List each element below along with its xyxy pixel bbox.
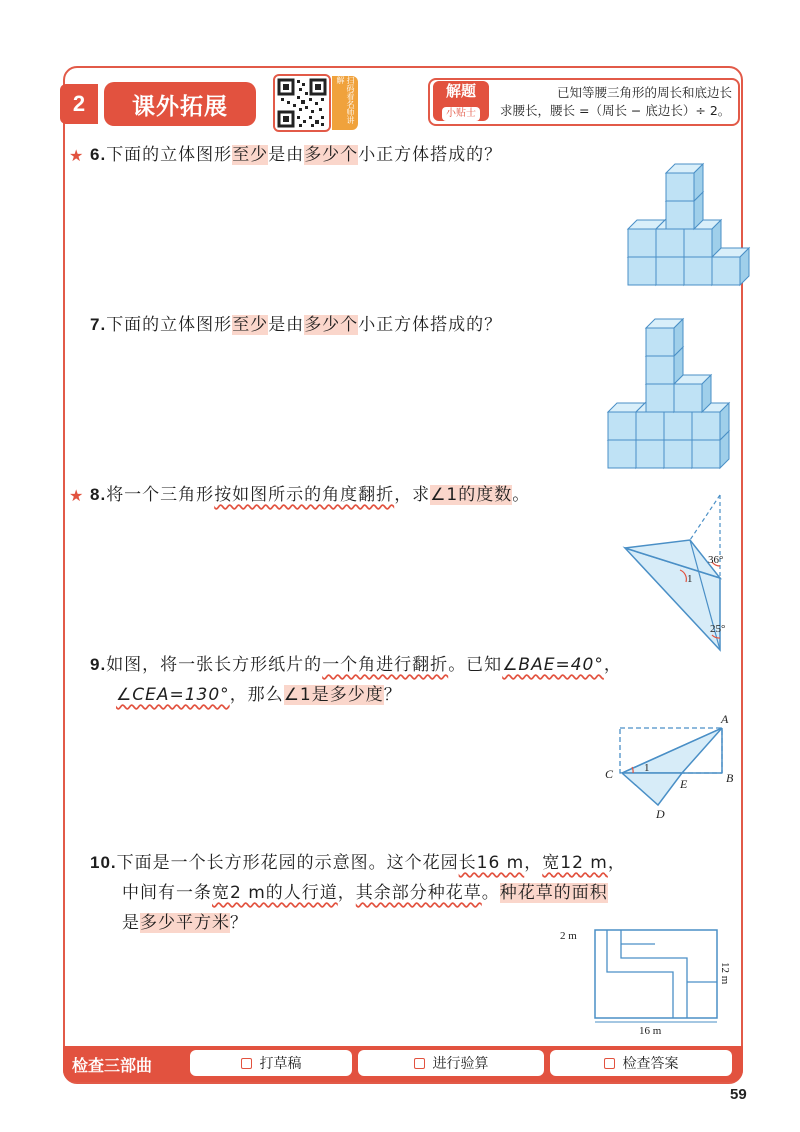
question-10-line-3 — [122, 908, 248, 938]
point-label: D — [656, 807, 665, 821]
question-number: 8. — [90, 485, 107, 504]
question-text: ， — [607, 853, 626, 873]
angle-label: 25° — [710, 623, 726, 635]
question-text: 是 — [122, 913, 140, 933]
highlight: 种花草的面积 — [499, 883, 608, 903]
question-10-line-2 — [122, 878, 608, 908]
question-text: 中间有一条 — [122, 883, 212, 903]
question-text: ？ — [230, 913, 248, 933]
question-number: 7. — [90, 315, 107, 334]
question-text: 。 — [512, 485, 531, 505]
highlight: 多少平方米 — [140, 913, 230, 933]
wavy-emphasis: 其余部分种花草 — [355, 883, 482, 903]
check-steps-title: 检查三部曲 — [72, 1055, 153, 1075]
dimension-label: 16 m — [639, 1025, 662, 1037]
check-step-label: 检查答案 — [622, 1056, 679, 1072]
question-9-line-2 — [116, 680, 402, 710]
question-number: 10. — [90, 853, 117, 872]
qr-code-icon — [275, 76, 329, 130]
cube-figure-7 — [600, 318, 740, 478]
question-9-line-1 — [90, 650, 622, 680]
cube — [712, 248, 749, 285]
star-icon: ★ — [69, 146, 84, 165]
dimension-label: 12 m — [719, 962, 731, 985]
question-text: 。已知 — [448, 655, 503, 675]
page-number: 59 — [730, 1086, 747, 1103]
question-number: 9. — [90, 655, 107, 674]
point-label: A — [721, 712, 729, 726]
angle-label: 1 — [644, 762, 650, 774]
fold-triangle-figure — [620, 490, 740, 655]
question-text: 小正方体搭成的？ — [358, 315, 503, 335]
checkbox-icon — [241, 1058, 252, 1069]
question-10-line-1 — [90, 848, 626, 878]
question-text: ， — [603, 655, 622, 675]
cube-figure-6 — [620, 175, 740, 293]
question-text: 小正方体搭成的？ — [358, 145, 503, 165]
cube — [646, 319, 683, 356]
question-text: ？ — [383, 685, 402, 705]
dimension-label: 2 m — [560, 930, 577, 942]
tips-label-sub: 小贴士 — [442, 107, 480, 121]
qr-caption: 扫码看名师讲解 — [332, 76, 358, 130]
rectangle-fold-figure — [600, 710, 740, 820]
highlight: 多少个 — [304, 315, 359, 335]
highlight: 至少 — [232, 145, 269, 165]
highlight: ∠1的度数 — [430, 485, 513, 505]
question-6 — [90, 140, 502, 170]
question-text: 。 — [481, 883, 500, 903]
question-8 — [90, 480, 530, 510]
tips-line-2: 求腰长，腰长 =（周长 − 底边长）÷ 2。 — [500, 103, 731, 118]
question-text: ， — [524, 853, 543, 873]
question-number: 6. — [90, 145, 107, 164]
checkbox-icon — [604, 1058, 615, 1069]
star-icon: ★ — [69, 486, 84, 505]
angle-label: 36° — [708, 554, 724, 566]
question-text: 是由 — [268, 315, 305, 335]
tips-label-title: 解题 — [445, 82, 476, 100]
wavy-emphasis: ∠CEA=130° — [116, 685, 230, 705]
tips-line-1: 已知等腰三角形的周长和底边长 — [556, 85, 732, 100]
check-step-2[interactable] — [358, 1050, 544, 1076]
section-number: 2 — [60, 84, 98, 124]
point-label: B — [726, 771, 734, 785]
wavy-emphasis: 宽2 m的人行道 — [212, 883, 338, 903]
tips-text — [500, 84, 738, 120]
question-text: 将一个三角形 — [106, 485, 215, 505]
question-7 — [90, 310, 502, 340]
question-text: 下面的立体图形 — [106, 145, 233, 165]
section-title: 课外拓展 — [104, 82, 256, 126]
highlight: ∠1是多少度 — [283, 685, 384, 705]
garden-figure — [555, 922, 740, 1040]
cube — [666, 164, 703, 201]
tips-label — [433, 81, 489, 121]
highlight: 多少个 — [304, 145, 359, 165]
checkbox-icon — [414, 1058, 425, 1069]
wavy-emphasis: 长16 m — [458, 853, 525, 873]
wavy-emphasis: 按如图所示的角度翻折 — [214, 485, 395, 505]
qr-code[interactable] — [273, 74, 331, 132]
question-text: 如图，将一张长方形纸片的 — [106, 655, 323, 675]
question-text: ，求 — [394, 485, 431, 505]
highlight: 至少 — [232, 315, 269, 335]
question-text: 下面是一个长方形花园的示意图。这个花园 — [116, 853, 459, 873]
cube — [674, 375, 711, 412]
point-label: E — [680, 777, 688, 791]
check-step-label: 打草稿 — [259, 1056, 302, 1072]
check-step-label: 进行验算 — [432, 1056, 489, 1072]
check-step-3[interactable] — [550, 1050, 732, 1076]
wavy-emphasis: ∠BAE=40° — [502, 655, 604, 675]
wavy-emphasis: 宽12 m — [542, 853, 608, 873]
point-label: C — [605, 767, 614, 781]
question-text: 下面的立体图形 — [106, 315, 233, 335]
question-text: ， — [337, 883, 356, 903]
angle-label: 1 — [687, 573, 693, 585]
check-step-1[interactable] — [190, 1050, 352, 1076]
question-text: ，那么 — [229, 685, 284, 705]
question-text: 是由 — [268, 145, 305, 165]
wavy-emphasis: 一个角进行翻折 — [322, 655, 449, 675]
